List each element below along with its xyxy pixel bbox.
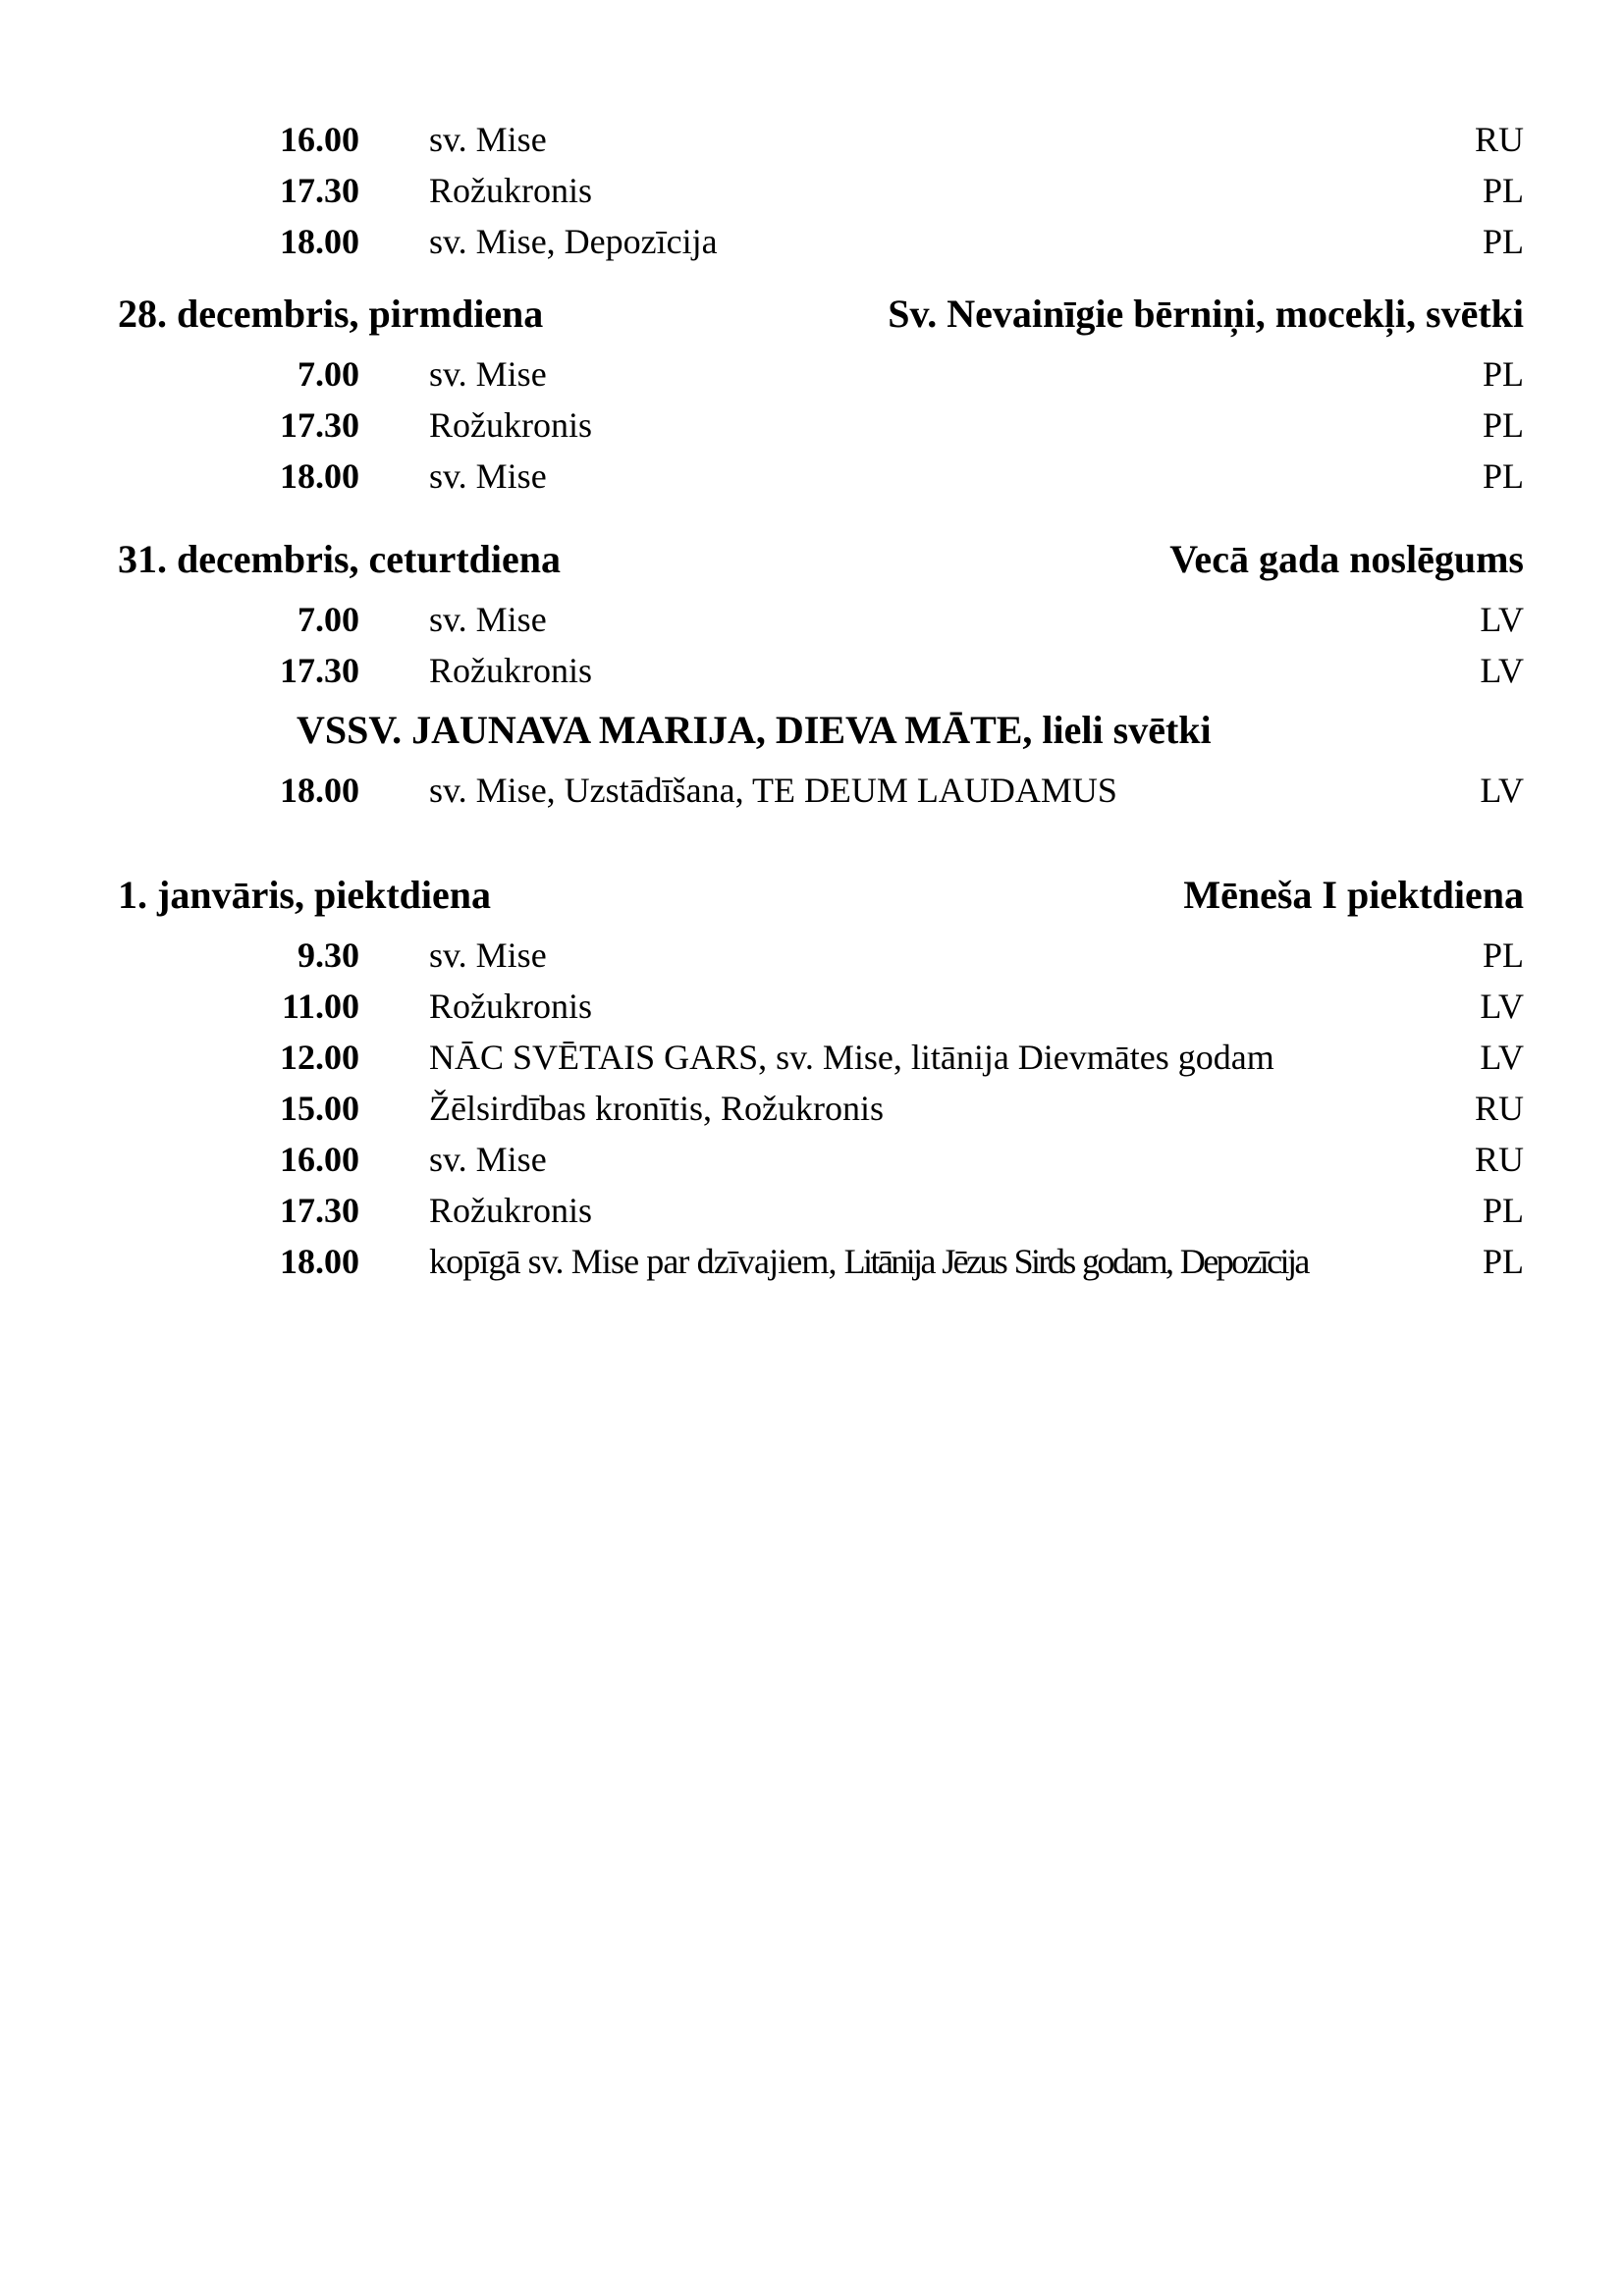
schedule-row (0, 1032, 1624, 1083)
day-heading (0, 861, 1624, 930)
service-description: sv. Mise (429, 1140, 547, 1179)
service-description: sv. Mise (429, 354, 547, 394)
service-description: sv. Mise, Uzstādīšana, TE DEUM LAUDAMUS (429, 771, 1117, 810)
service-time: 11.00 (281, 987, 359, 1026)
service-description: Rožukronis (429, 1191, 592, 1230)
schedule-row (0, 1083, 1624, 1134)
day-section-jan1 (0, 861, 1624, 1287)
day-section-dec31 (0, 525, 1624, 816)
service-description: NĀC SVĒTAIS GARS, sv. Mise, litānija Dievmātes godam (429, 1038, 1274, 1077)
service-time: 12.00 (280, 1038, 359, 1077)
service-language: PL (1482, 222, 1524, 261)
schedule-row (0, 930, 1624, 981)
feast-title: Sv. Nevainīgie bērniņi, mocekļi, svētki (888, 292, 1524, 336)
schedule-row (0, 451, 1624, 502)
schedule-row (0, 645, 1624, 696)
schedule-row (0, 348, 1624, 400)
service-description: sv. Mise (429, 935, 547, 975)
service-description-main: kopīgā sv. Mise par dzīvajiem, (429, 1242, 844, 1281)
schedule-row (0, 1185, 1624, 1236)
service-language: LV (1480, 771, 1524, 810)
schedule-row (0, 765, 1624, 816)
schedule-row (0, 400, 1624, 451)
schedule-row (0, 165, 1624, 216)
service-description (429, 1236, 1308, 1287)
service-time: 7.00 (298, 354, 359, 394)
feast-title: Vecā gada noslēgums (1169, 537, 1524, 581)
day-section-dec28 (0, 280, 1624, 502)
service-language: RU (1474, 1140, 1524, 1179)
service-time: 9.30 (298, 935, 359, 975)
service-language: PL (1482, 354, 1524, 394)
service-language: PL (1482, 171, 1524, 210)
service-description-condensed: Litānija Jēzus Sirds godam, Depozīcija (843, 1242, 1308, 1281)
service-description: sv. Mise (429, 120, 547, 159)
service-description: Rožukronis (429, 651, 592, 690)
schedule-row (0, 594, 1624, 645)
initial-schedule (0, 114, 1624, 267)
day-title: 31. decembris, ceturtdiena (118, 537, 562, 581)
service-time: 18.00 (280, 1242, 359, 1281)
service-language: LV (1480, 987, 1524, 1026)
service-description: Rožukronis (429, 405, 592, 445)
service-language: PL (1482, 935, 1524, 975)
service-language: PL (1482, 1191, 1524, 1230)
service-time: 18.00 (280, 456, 359, 496)
service-time: 18.00 (280, 771, 359, 810)
service-description: Žēlsirdības kronītis, Rožukronis (429, 1089, 884, 1128)
service-language: PL (1482, 405, 1524, 445)
service-language: RU (1474, 120, 1524, 159)
service-description: Rožukronis (429, 987, 592, 1026)
schedule-row (0, 114, 1624, 165)
solemnity-heading (0, 696, 1624, 765)
service-time: 17.30 (280, 171, 359, 210)
service-description: sv. Mise (429, 456, 547, 496)
day-heading (0, 525, 1624, 594)
service-time: 16.00 (280, 120, 359, 159)
service-description: sv. Mise, Depozīcija (429, 222, 718, 261)
service-time: 17.30 (280, 405, 359, 445)
solemnity-title: VSSV. JAUNAVA MARIJA, DIEVA MĀTE, lieli svētki (297, 708, 1212, 752)
service-time: 17.30 (280, 651, 359, 690)
schedule-row (0, 216, 1624, 267)
schedule-row (0, 1236, 1624, 1287)
service-language: PL (1482, 1242, 1524, 1281)
service-time: 17.30 (280, 1191, 359, 1230)
schedule-row (0, 981, 1624, 1032)
service-language: RU (1474, 1089, 1524, 1128)
service-description: sv. Mise (429, 600, 547, 639)
service-time: 15.00 (280, 1089, 359, 1128)
service-language: LV (1480, 651, 1524, 690)
day-heading (0, 280, 1624, 348)
schedule-row (0, 1134, 1624, 1185)
day-title: 1. janvāris, piektdiena (118, 873, 492, 917)
service-time: 18.00 (280, 222, 359, 261)
service-language: LV (1480, 1038, 1524, 1077)
day-title: 28. decembris, pirmdiena (118, 292, 544, 336)
service-description: Rožukronis (429, 171, 592, 210)
service-language: PL (1482, 456, 1524, 496)
service-time: 16.00 (280, 1140, 359, 1179)
feast-title: Mēneša I piektdiena (1183, 873, 1524, 917)
service-language: LV (1480, 600, 1524, 639)
service-time: 7.00 (298, 600, 359, 639)
